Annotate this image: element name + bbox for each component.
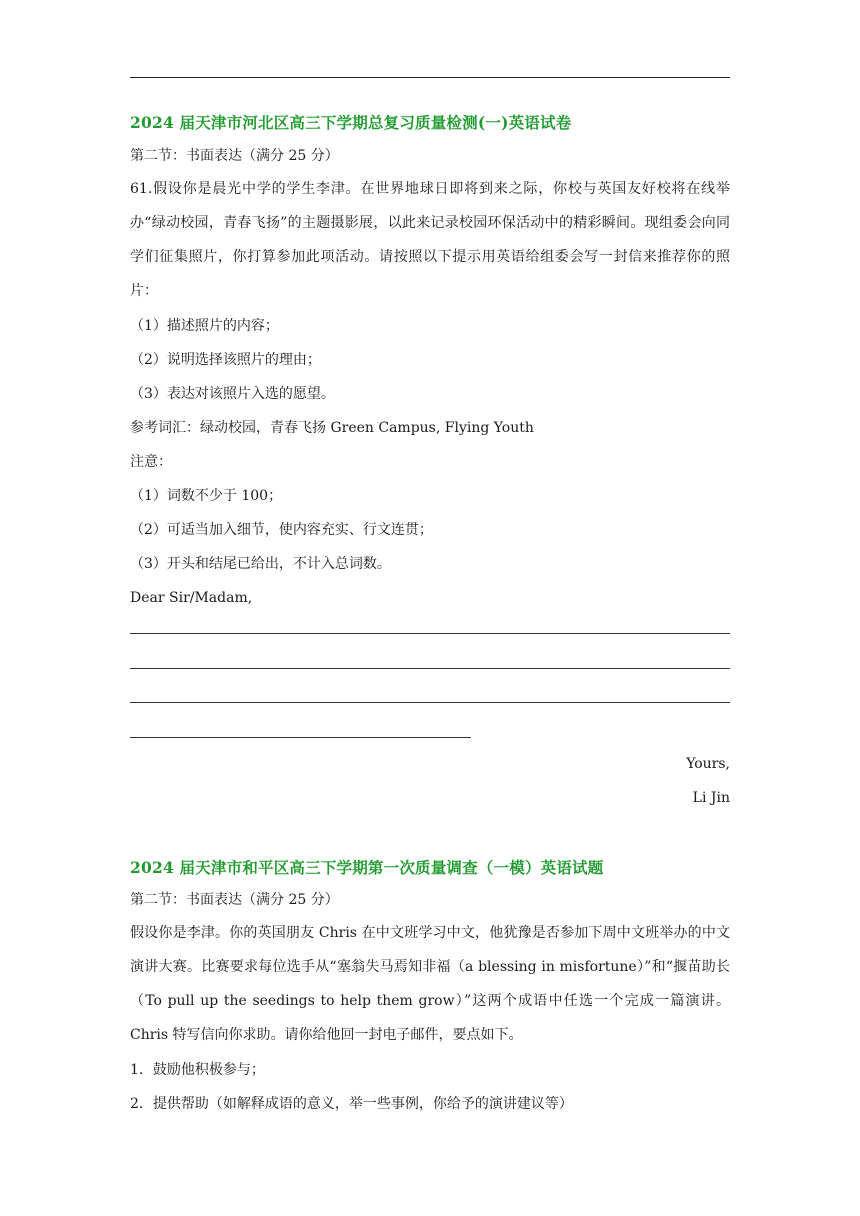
header-rule	[130, 77, 730, 78]
section1-point-2: （2）说明选择该照片的理由；	[130, 352, 321, 368]
section1-note-3: （3）开头和结尾已给出，不计入总词数。	[130, 556, 391, 572]
answer-line	[130, 633, 730, 634]
section1-point-1: （1）描述照片的内容；	[130, 318, 279, 334]
section2-point-2: 2．提供帮助（如解释成语的意义，举一些事例，你给予的演讲建议等）	[130, 1096, 573, 1112]
section2-point-1: 1．鼓励他积极参与；	[130, 1062, 265, 1078]
section1-title: 2024 届天津市河北区高三下学期总复习质量检测(一)英语试卷	[130, 113, 572, 132]
section2-part: 第二节：书面表达（满分 25 分）	[130, 892, 339, 908]
section1-point-3: （3）表达对该照片入选的愿望。	[130, 386, 335, 402]
answer-line	[130, 737, 471, 738]
section2-prompt: 假设你是李津。你的英国朋友 Chris 在中文班学习中文，他犹豫是否参加下周中文班举办的中文演讲大赛。比赛要求每位选手从“塞翁失马焉知非福（a blessing in misfortune）”和“揠苗助长（To pull up the seedings to help them grow）”这两个成语中任选一个完成一篇演讲。Chris 特写信向你求助。请你给他回一封电子邮件，要点如下。	[130, 925, 730, 1043]
section1-note-1: （1）词数不少于 100；	[130, 488, 283, 504]
answer-line	[130, 668, 730, 669]
answer-line	[130, 702, 730, 703]
section1-prompt: 61.假设你是晨光中学的学生李津。在世界地球日即将到来之际，你校与英国友好校将在线举办“绿动校园，青春飞扬”的主题摄影展，以此来记录校园环保活动中的精彩瞬间。现组委会向同学们征集照片，你打算参加此项活动。请按照以下提示用英语给组委会写一封信来推荐你的照片：	[130, 181, 730, 299]
section1-note-label: 注意：	[130, 454, 172, 470]
section1-note-2: （2）可适当加入细节，使内容充实、行文连贯；	[130, 522, 433, 538]
section1-part: 第二节：书面表达（满分 25 分）	[130, 148, 339, 164]
section1-vocab: 参考词汇：绿动校园，青春飞扬 Green Campus, Flying Youth	[130, 420, 534, 436]
letter-salutation: Dear Sir/Madam,	[130, 590, 253, 606]
section2-title: 2024 届天津市和平区高三下学期第一次质量调查（一模）英语试题	[130, 858, 604, 877]
letter-signature: Li Jin	[692, 790, 730, 806]
letter-closing: Yours,	[686, 756, 730, 772]
